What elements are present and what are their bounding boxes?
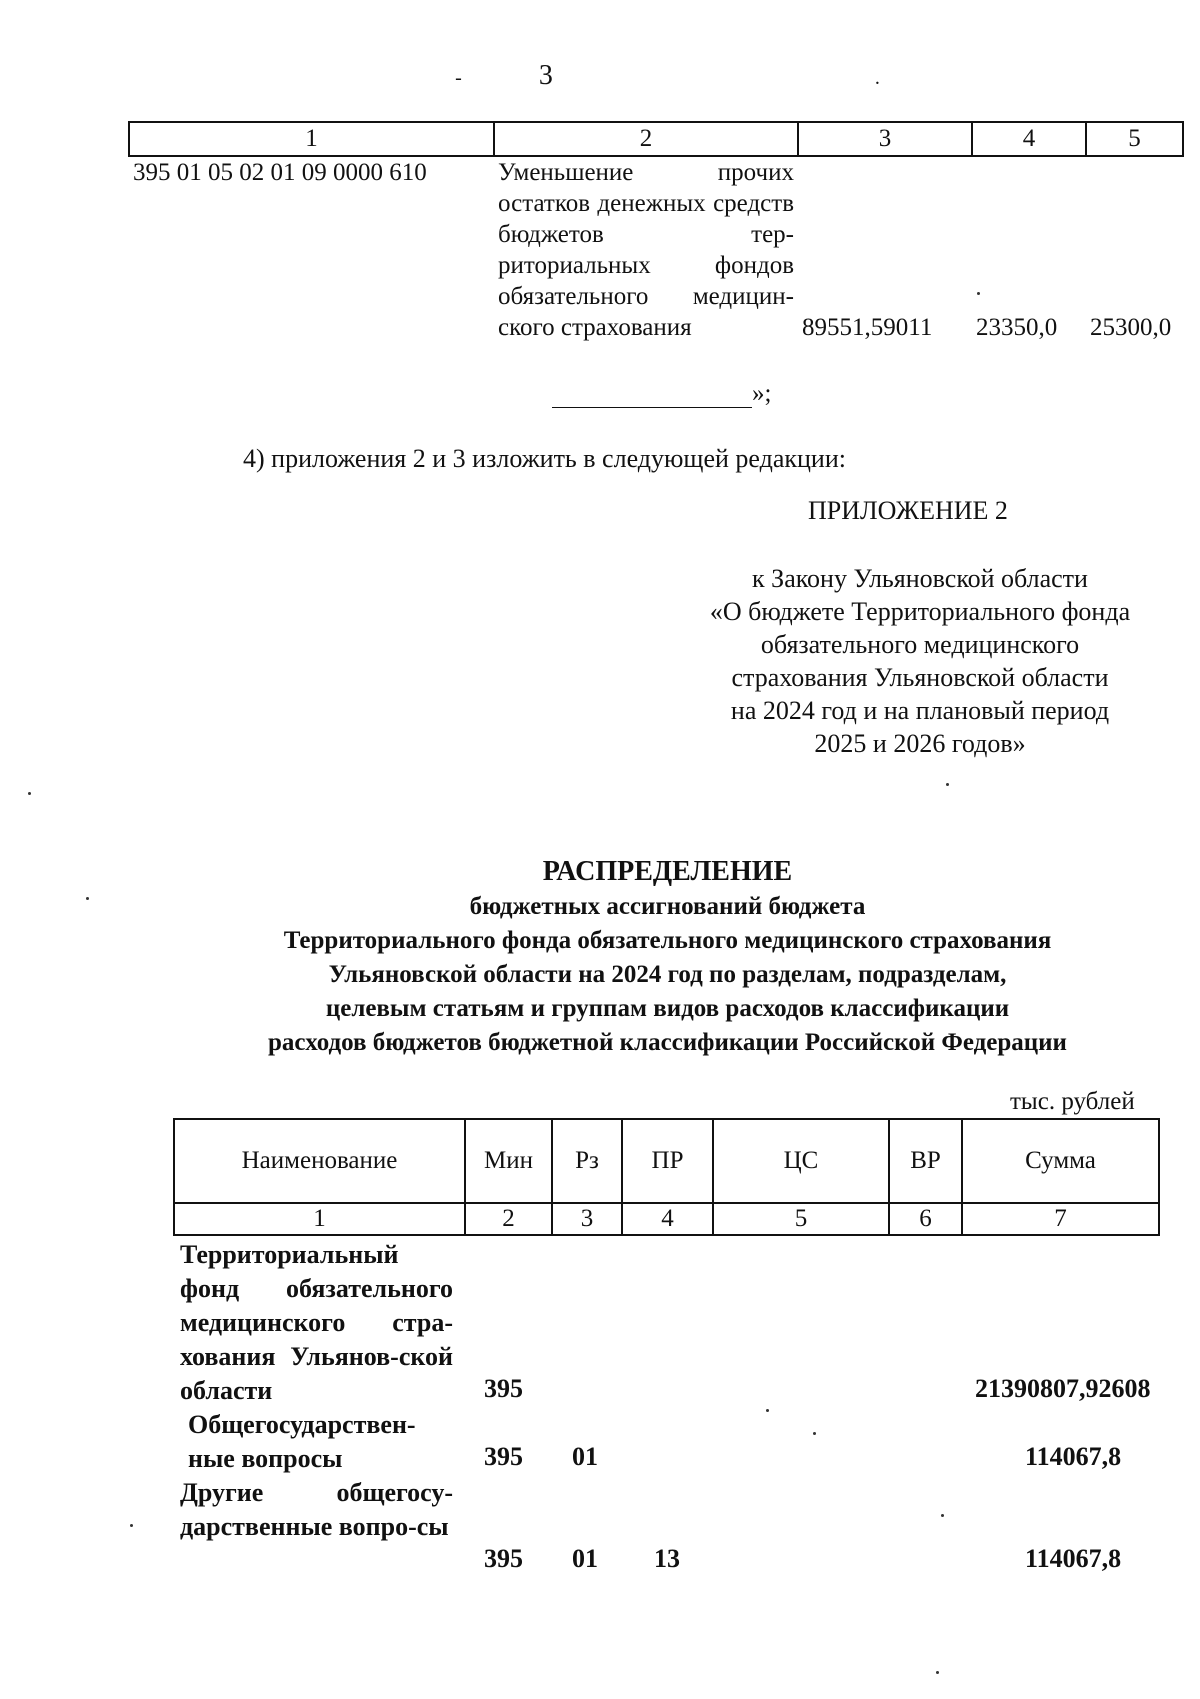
instruction-text: 4) приложения 2 и 3 изложить в следующей редакции:: [243, 444, 846, 473]
row-min: 395: [484, 1442, 523, 1471]
scan-speck: [977, 292, 980, 295]
scan-speck: [130, 1524, 133, 1527]
column-numbers: [174, 1203, 1159, 1235]
header-rz: Рз: [552, 1119, 622, 1203]
row-sum: 21390807,92608: [975, 1374, 1151, 1403]
row-rz: 01: [572, 1442, 598, 1471]
distribution-table-header: [173, 1118, 1160, 1236]
header-cell: 1: [129, 122, 494, 156]
law-ref-line: «О бюджете Территориального фонда: [709, 597, 1131, 626]
table-row: [129, 156, 1183, 343]
value-col4: 23350,0: [976, 314, 1058, 341]
scan-speck: [941, 1514, 944, 1517]
header-cell: 2: [494, 122, 798, 156]
row-name: Другие общегосу-дарственные вопро-сы: [180, 1478, 453, 1541]
page-dash-left: -: [455, 67, 462, 89]
subtitle-line: целевым статьям и группам видов расходов классификации: [325, 995, 1010, 1022]
header-name: Наименование: [174, 1119, 465, 1203]
column-number: 6: [889, 1203, 962, 1235]
column-titles: [174, 1119, 1159, 1203]
row-pr: 13: [654, 1544, 680, 1573]
row-rz: 01: [572, 1544, 598, 1573]
column-number: 7: [962, 1203, 1159, 1235]
header-pr: ПР: [622, 1119, 713, 1203]
column-number: 3: [552, 1203, 622, 1235]
closing-line: [552, 383, 752, 408]
budget-code: 395 01 05 02 01 09 0000 610: [133, 159, 427, 186]
value-col3: 89551,59011: [802, 314, 933, 341]
closing-quote: »;: [752, 380, 772, 407]
law-ref-line: обязательного медицинского: [760, 630, 1080, 659]
value-col5: 25300,0: [1090, 314, 1172, 341]
law-ref-line: 2025 и 2026 годов»: [814, 729, 1026, 758]
header-sum: Сумма: [962, 1119, 1159, 1203]
law-ref-line: к Закону Ульяновской области: [752, 564, 1088, 593]
row-name: Территориальный фонд обязательного медицинского стра-хования Ульянов-ской области: [180, 1240, 453, 1405]
subtitle-line: бюджетных ассигнований бюджета: [469, 893, 866, 920]
row-sum: 114067,8: [1025, 1442, 1122, 1471]
row-min: 395: [484, 1374, 523, 1403]
page-number-value: 3: [538, 60, 553, 91]
row-min: 395: [484, 1544, 523, 1573]
row-description: Уменьшение прочих остатков денежных средств бюджетов тер-риториальных фондов обязательного медицин-ского страхования: [498, 159, 794, 341]
law-ref-line: на 2024 год и на плановый период: [730, 696, 1110, 725]
header-cell: 3: [798, 122, 972, 156]
header-cs: ЦС: [713, 1119, 889, 1203]
scan-speck: [28, 792, 31, 795]
subtitle-line: Ульяновской области на 2024 год по разделам, подразделам,: [328, 961, 1007, 988]
column-number: 4: [622, 1203, 713, 1235]
law-reference: [660, 562, 1180, 760]
header-min: Мин: [465, 1119, 552, 1203]
page-number: [0, 60, 1200, 92]
scan-speck: [766, 1409, 769, 1412]
page-dash-right: .: [874, 67, 880, 89]
sources-table: [128, 121, 1184, 343]
law-ref-line: страхования Ульяновской области: [731, 663, 1109, 692]
header-cell: 5: [1086, 122, 1183, 156]
scan-speck: [86, 897, 89, 900]
subtitle-line: расходов бюджетов бюджетной классификации Российской Федерации: [268, 1029, 1067, 1056]
row-name: Общегосударствен-ные вопросы: [188, 1410, 416, 1473]
scan-speck: [936, 1671, 939, 1674]
distribution-title: РАСПРЕДЕЛЕНИЕ: [542, 856, 793, 887]
scan-speck: [946, 783, 949, 786]
row-sum: 114067,8: [1025, 1544, 1122, 1573]
appendix-title: ПРИЛОЖЕНИЕ 2: [808, 496, 1008, 525]
closing-mark: [552, 380, 771, 408]
distribution-subtitle: [0, 890, 1200, 1060]
column-number: 2: [465, 1203, 552, 1235]
header-cell: 4: [972, 122, 1086, 156]
units-label: тыс. рублей: [1010, 1088, 1135, 1115]
sources-table-header: [129, 122, 1183, 156]
scan-speck: [813, 1432, 816, 1435]
subtitle-line: Территориального фонда обязательного медицинского страхования: [283, 927, 1052, 954]
header-vr: ВР: [889, 1119, 962, 1203]
column-number: 5: [713, 1203, 889, 1235]
column-number: 1: [174, 1203, 465, 1235]
